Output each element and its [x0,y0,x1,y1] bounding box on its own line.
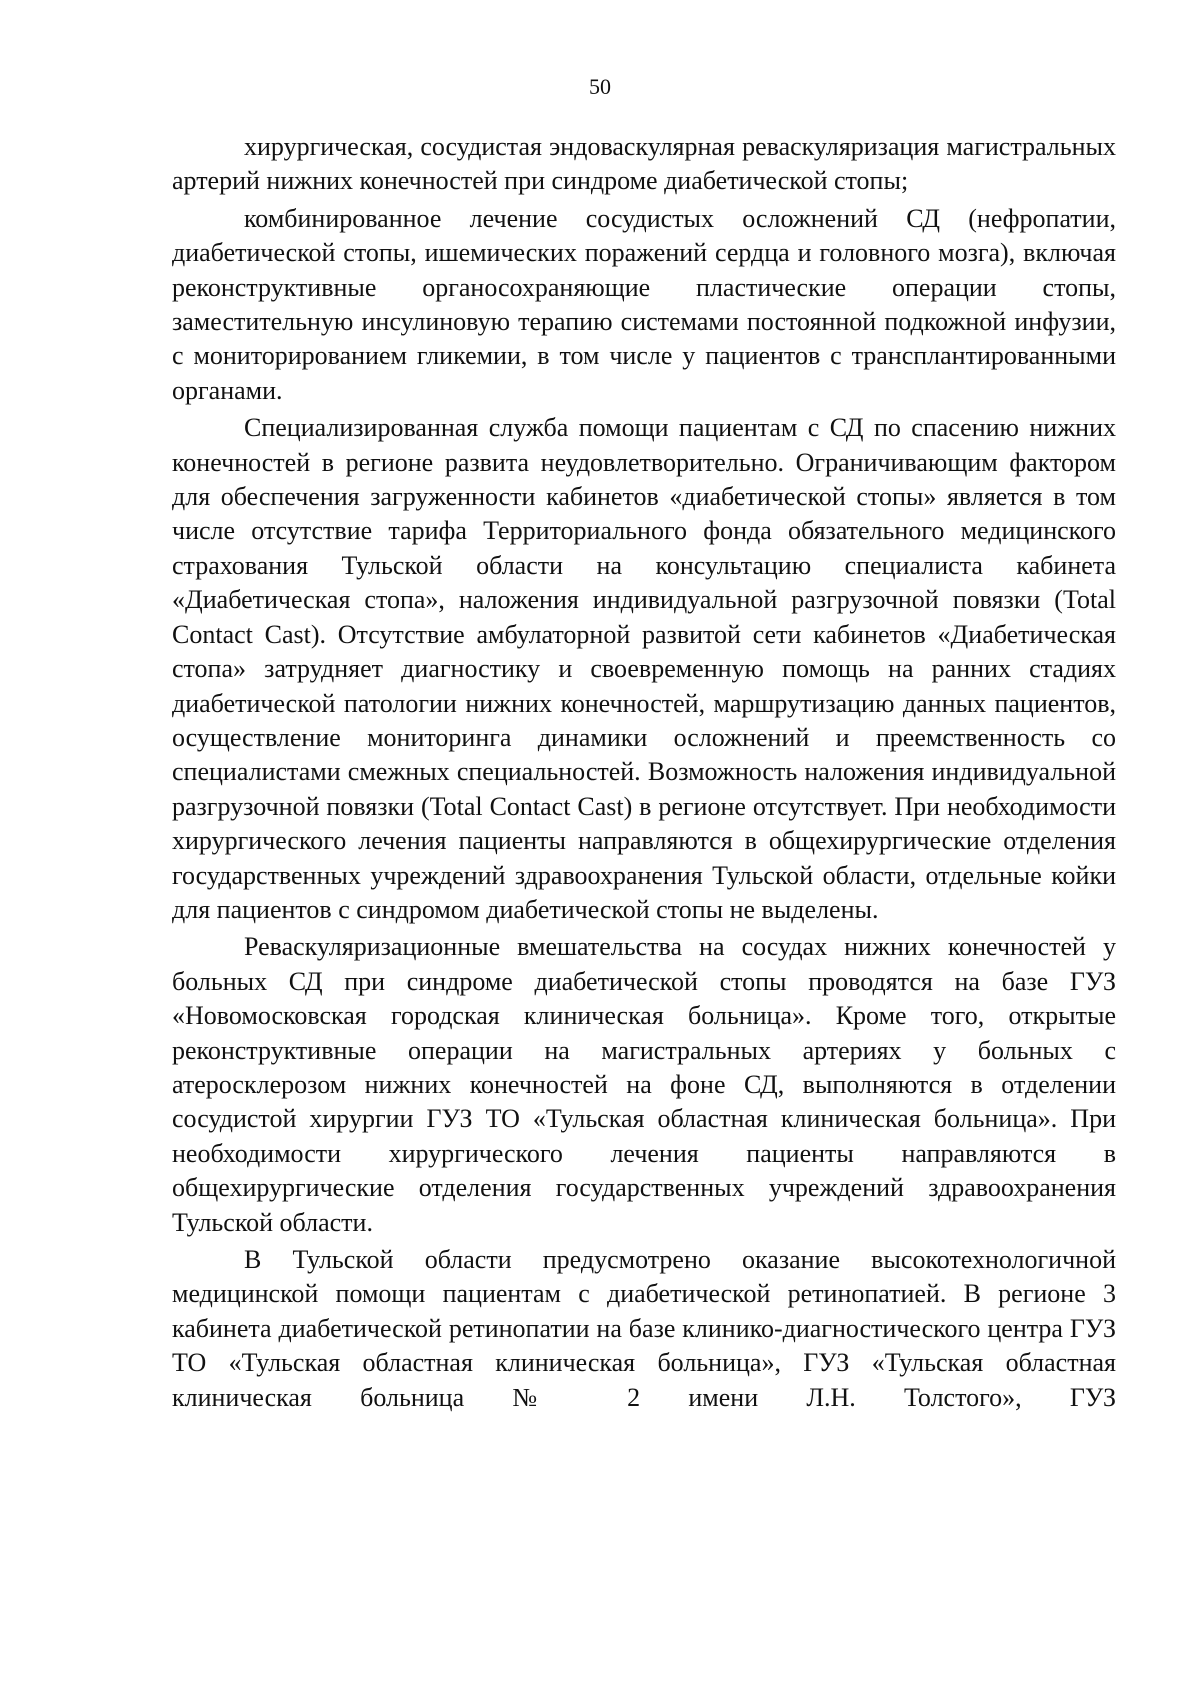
paragraph-specialized-service: Специализированная служба помощи пациентам с СД по спасению нижних конечностей в регионе развита неудовлетворительно. Ограничивающим фактором для обеспечения загруженности кабинетов «диабетической стопы» является в том числе отсутствие тарифа Территориального фонда обязательного медицинского страхования Тульской области на консультацию специалиста кабинета «Диабетическая стопа», наложения индивидуальной разгрузочной повязки (Total Contact Cast). Отсутствие амбулаторной развитой сети кабинетов «Диабетическая стопа» затрудняет диагностику и своевременную помощь на ранних стадиях диабетической патологии нижних конечностей, маршрутизацию данных пациентов, осуществление мониторинга динамики осложнений и преемственность со специалистами смежных специальностей. Возможность наложения индивидуальной разгрузочной повязки (Total Contact Cast) в регионе отсутствует. При необходимости хирургического лечения пациенты направляются в общехирургические отделения государственных учреждений здравоохранения Тульской области, отдельные койки для пациентов с синдромом диабетической стопы не выделены. [172,413,1116,924]
page-number: 50 [589,74,611,99]
paragraph-surgical-revascularization: хирургическая, сосудистая эндоваскулярная реваскуляризация магистральных артерий нижних конечностей при синдроме диабетической стопы; [172,132,1116,196]
document-body [172,130,1116,1418]
paragraph-combined-treatment: комбинированное лечение сосудистых осложнений СД (нефропатии, диабетической стопы, ишемических поражений сердца и головного мозга), включая реконструктивные органосохраняющие пластические операции стопы, заместительную инсулиновую терапию системами постоянной подкожной инфузии, с мониторированием гликемии, в том числе у пациентов с трансплантированными органами. [172,203,1116,405]
paragraph-diabetic-retinopathy: В Тульской области предусмотрено оказание высокотехнологичной медицинской помощи пациентам с диабетической ретинопатией. В регионе 3 кабинета диабетической ретинопатии на базе клинико-диагностического центра ГУЗ ТО «Тульская областная клиническая больница», ГУЗ «Тульская областная клиническая больница № 2 имени Л.Н. Толстого», ГУЗ [172,1245,1116,1412]
paragraph-revascularization-interventions: Реваскуляризационные вмешательства на сосудах нижних конечностей у больных СД при синдроме диабетической стопы проводятся на базе ГУЗ «Новомосковская городская клиническая больница». Кроме того, открытые реконструктивные операции на магистральных артериях у больных с атеросклерозом нижних конечностей на фоне СД, выполняются в отделении сосудистой хирургии ГУЗ ТО «Тульская областная клиническая больница». При необходимости хирургического лечения пациенты направляются в общехирургические отделения государственных учреждений здравоохранения Тульской области. [172,932,1116,1237]
